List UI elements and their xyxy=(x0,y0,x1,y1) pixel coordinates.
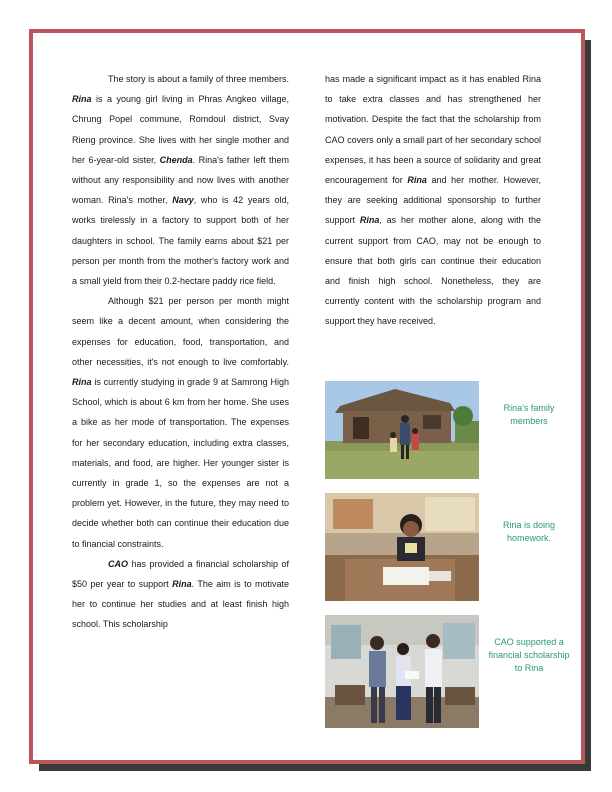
text-run: is currently studying in grade 9 at Samrong High School, which is about 6 km from her home. She uses a bike as her mode of transportation. The expenses for her secondary education, including extra classes, materials, and food, are higher. Her younger sister is currently in grade 1, so the expenses are not a problem yet. However, in the future, they may need to decide whether both can continue their education due to financial constraints. xyxy=(72,377,289,549)
caption-scholarship: CAO supported a financial scholarship to Rina xyxy=(488,637,570,673)
photo-homework xyxy=(325,493,479,601)
text-run: . Rina's father left them without any responsibility and now lives with another woman. Rina's mother, xyxy=(72,154,289,206)
name-rina: Rina xyxy=(359,215,380,226)
paragraph-expenses xyxy=(72,291,289,554)
caption-homework: Rina is doing homework. xyxy=(502,520,556,543)
text-run: , who is 42 years old, works tirelessly in a factory to support both of her daughters in school. The family earns about $21 per person per month from the mother's factory work and a small yield from their 0.2-hectare paddy rice field. xyxy=(72,195,289,287)
text-run: has provided a financial scholarship of $50 per year to support xyxy=(72,558,289,590)
text-run: and her mother. However, they are seeking additional sponsorship to further support xyxy=(325,175,541,226)
name-chenda: Chenda xyxy=(159,154,193,165)
name-rina: Rina xyxy=(172,579,192,590)
text-run: , as her mother alone, along with the current support from CAO, may not be enough to ensure that both girls can continue their education and finish high school. Nonetheless, they are currently content with the scholarship program and support they have received. xyxy=(325,215,541,327)
photo-scholarship xyxy=(325,615,479,728)
name-navy: Navy xyxy=(172,195,194,206)
org-cao: CAO xyxy=(108,558,128,569)
text-run: has made a significant impact as it has enabled Rina to take extra classes and has strengthened her motivation. Despite the fact that the scholarship from CAO covers only a small part of her secondary school expenses, it has been a source of solidarity and great encouragement for xyxy=(325,74,541,186)
text-run: . The aim is to motivate her to continue her studies and at least finish high school. This scholarship xyxy=(72,579,290,630)
paragraph-family-intro xyxy=(72,69,289,291)
caption-family: Rina's family members xyxy=(503,403,555,426)
text-run: is a young girl living in Phras Angkeo village, Chrung Popel commune, Romdoul district, Svay Rieng province. She lives with her single mother and her 6-year-old sister, xyxy=(72,94,289,165)
name-rina: Rina xyxy=(72,377,92,388)
left-column xyxy=(72,69,289,635)
name-rina: Rina xyxy=(407,175,427,186)
paragraph-impact xyxy=(325,69,541,332)
text-run: The story is about a family of three members. xyxy=(108,74,289,84)
right-column xyxy=(325,69,541,332)
photo-family xyxy=(325,381,479,479)
paragraph-scholarship xyxy=(72,554,289,635)
name-rina: Rina xyxy=(72,94,92,105)
text-run: Although $21 per person per month might seem like a decent amount, when considering the expenses for education, food, transportation, and other necessities, it's not enough to live comfortably. xyxy=(72,296,289,367)
